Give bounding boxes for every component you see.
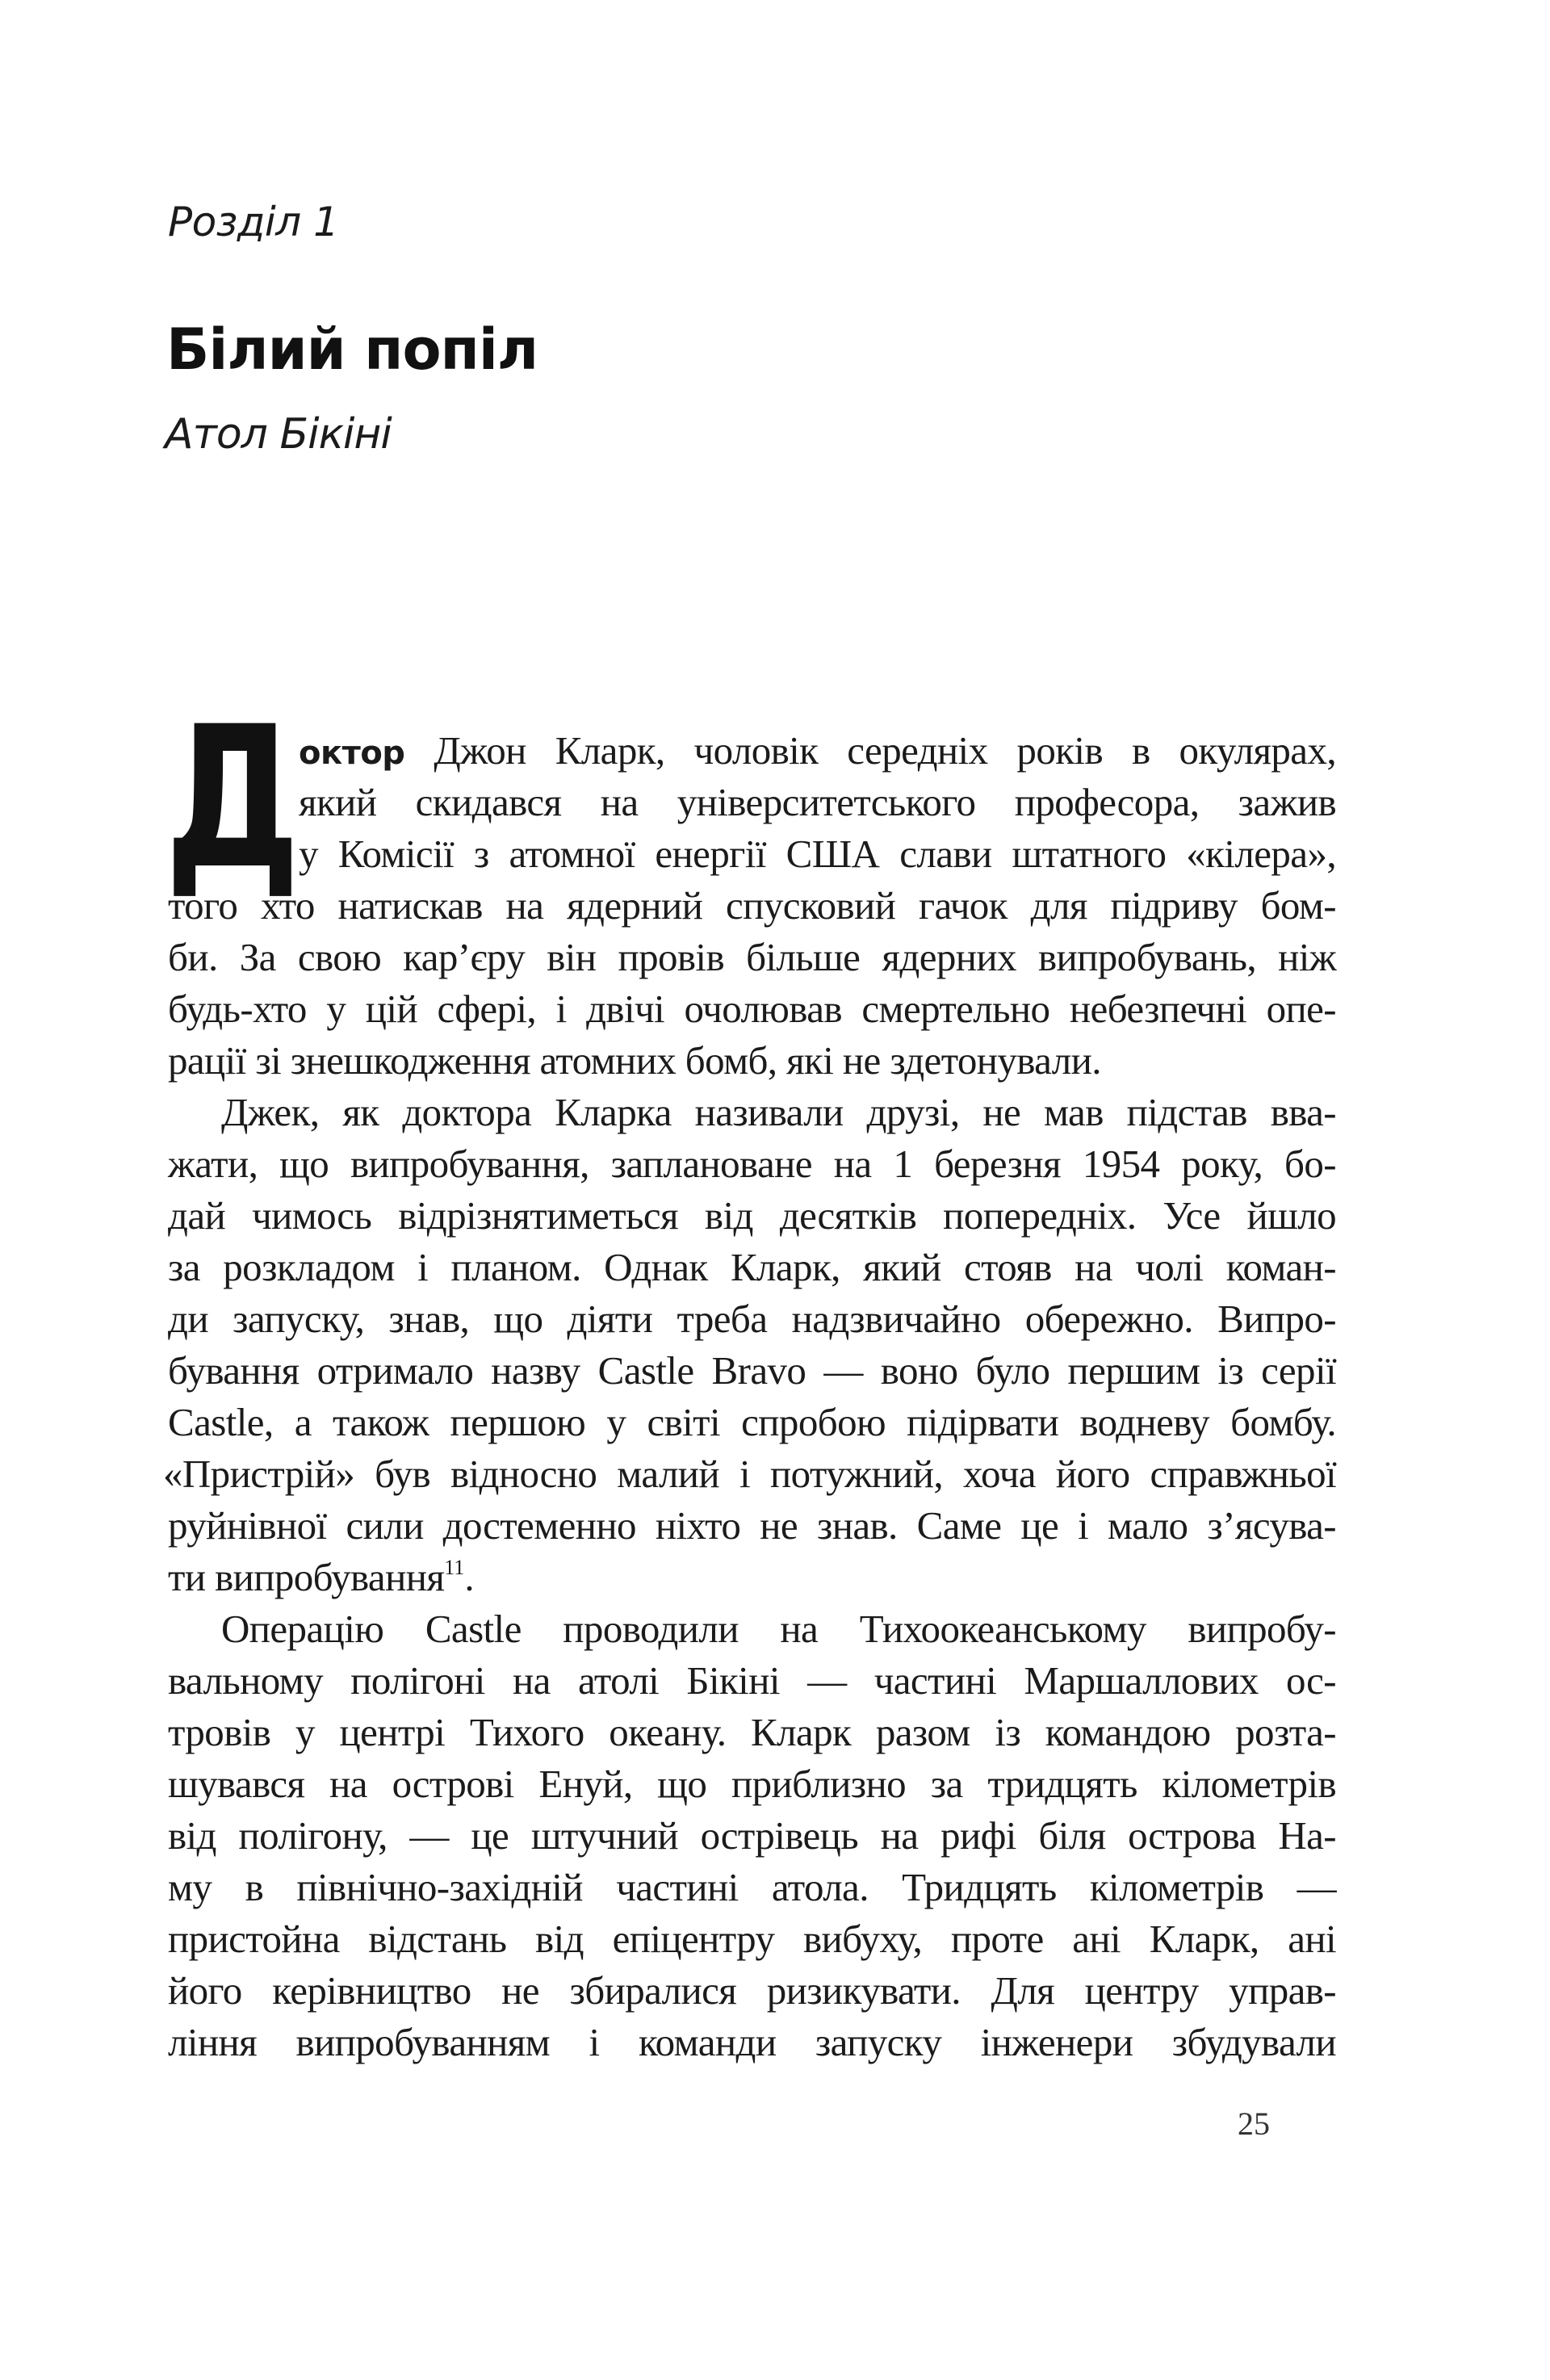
text-line: руйнівної сили достеменно ніхто не знав. Саме це і мало з’ясува- (168, 1503, 1336, 1548)
text-line: Castle, а також першою у світі спробою підірвати водневу бомбу. (168, 1400, 1336, 1444)
text-line: ди запуску, знав, що діяти треба надзвичайно обережно. Випро- (168, 1297, 1336, 1341)
text-line: дай чимось відрізнятиметься від десятків попередніх. Усе йшло (168, 1193, 1336, 1238)
text-line: вальному полігоні на атолі Бікіні — частині Маршаллових ос- (168, 1658, 1336, 1703)
chapter-title: Білий попіл (166, 316, 538, 383)
text-line: би. За свою кар’єру він провів більше ядерних випробувань, ніж (168, 935, 1336, 979)
text-line: тровів у центрі Тихого океану. Кларк разом із командою розта- (168, 1710, 1336, 1754)
page-number: 25 (1238, 2106, 1270, 2142)
text-line: рації зі знешкодження атомних бомб, які не здетонували. (168, 1038, 1101, 1083)
text-line: будь-хто у цій сфері, і двічі очолював смертельно небезпечні опе- (168, 987, 1336, 1031)
lead-word: октор (299, 735, 405, 772)
text-line: за розкладом і планом. Однак Кларк, який стояв на чолі коман- (168, 1245, 1336, 1289)
text-line: його керівництво не збиралися ризикувати. Для центру управ- (168, 1968, 1336, 2013)
text-line: шувався на острові Енуй, що приблизно за тридцять кілометрів (168, 1762, 1336, 1806)
text-line: му в північно-західній частині атола. Тридцять кілометрів — (168, 1865, 1336, 1909)
text-line: ти випробування$^{11}$. (168, 1555, 474, 1599)
chapter-label: Розділ 1 (168, 199, 339, 245)
text-line: який скидався на університетського професора, зажив (299, 780, 1336, 824)
text-line: того хто натискав на ядерний спусковий гачок для підриву бом- (168, 883, 1336, 928)
text-line: Операцію Castle проводили на Тихоокеанському випробу- (221, 1607, 1336, 1651)
text-line: Джек, як доктора Кларка називали друзі, не мав підстав вва- (221, 1090, 1336, 1134)
text-line: бування отримало назву Castle Bravo — воно було першим із серії (168, 1348, 1336, 1393)
text-line: у Комісії з атомної енергії США слави штатного «кілера», (299, 832, 1336, 876)
text-line: від полігону, — це штучний острівець на рифі біля острова На- (168, 1813, 1336, 1858)
chapter-subtitle: Атол Бікіні (165, 410, 392, 459)
text-line: октор Джон Кларк, чоловік середніх років в окулярах, (299, 728, 1336, 773)
drop-cap: Д (165, 685, 301, 912)
footnote-ref[interactable]: 11 (444, 1556, 465, 1579)
text-line: жати, що випробування, заплановане на 1 березня 1954 року, бо- (168, 1142, 1336, 1186)
text-line: ління випробуванням і команди запуску інженери збудували (168, 2020, 1336, 2064)
text-line: пристойна відстань від епіцентру вибуху, проте ані Кларк, ані (168, 1917, 1336, 1961)
text-line: «Пристрій» був відносно малий і потужний, хоча його справжньої (163, 1452, 1336, 1496)
